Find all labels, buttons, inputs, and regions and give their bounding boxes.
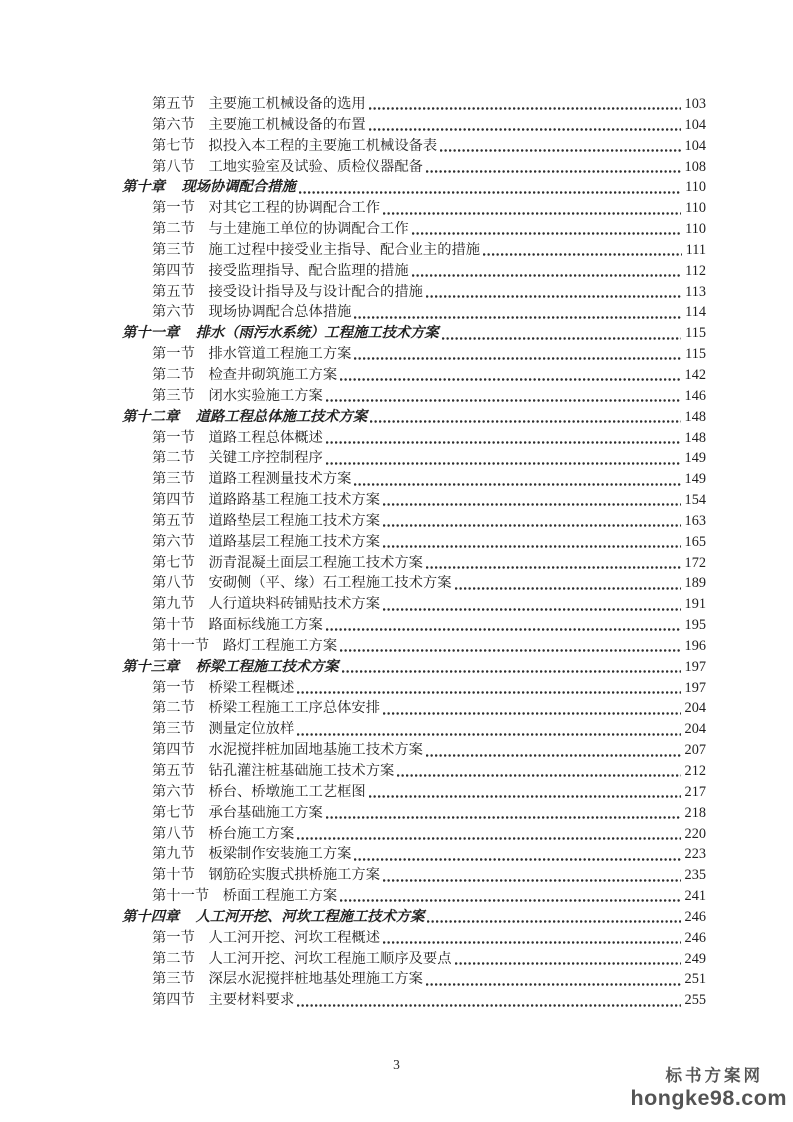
dot-leader: [440, 149, 680, 152]
toc-entry-label: 第四节: [152, 262, 195, 279]
dot-leader: [354, 483, 680, 486]
toc-entry-title: 接受设计指导及与设计配合的措施: [208, 283, 423, 300]
dot-leader: [383, 503, 681, 506]
toc-entry-label: 第一节: [152, 429, 195, 446]
toc-entry-label: 第十一章: [122, 325, 180, 342]
dot-leader: [455, 962, 681, 965]
toc-entry-page: 189: [684, 575, 706, 592]
toc-entry: [122, 594, 706, 615]
toc-entry: [122, 990, 706, 1011]
toc-entry-page: 217: [684, 783, 706, 800]
toc-entry: [122, 469, 706, 490]
toc-entry: [122, 365, 706, 386]
toc-entry-page: 235: [684, 867, 706, 884]
toc-entry-page: 246: [684, 908, 706, 925]
toc-entry-label: 第十一节: [152, 637, 210, 654]
toc-entry-label: 第四节: [152, 492, 195, 509]
toc-entry: [122, 678, 706, 699]
dot-leader: [370, 420, 680, 423]
toc-entry-title: 测量定位放样: [208, 721, 295, 738]
toc-entry-title: 桥面工程施工方案: [222, 888, 338, 905]
toc-entry-label: 第四节: [152, 742, 195, 759]
toc-entry-title: 拟投入本工程的主要施工机械设备表: [208, 137, 438, 154]
toc-entry-label: 第二节: [152, 221, 195, 238]
toc-entry-page: 115: [685, 325, 706, 342]
dot-leader: [340, 378, 680, 381]
dot-leader: [326, 628, 681, 631]
toc-entry-title: 主要材料要求: [208, 992, 295, 1009]
dot-leader: [383, 879, 681, 882]
toc-entry-title: 人工河开挖、河坎工程概述: [208, 929, 381, 946]
toc-entry-page: 110: [685, 179, 706, 196]
toc-entry: [122, 761, 706, 782]
toc-entry-label: 第十节: [152, 617, 195, 634]
toc-entry-label: 第二节: [152, 366, 195, 383]
toc-entry-label: 第五节: [152, 763, 195, 779]
toc-entry: [122, 323, 706, 344]
toc-entry-label: 第十三章: [122, 658, 180, 675]
toc-entry: [122, 865, 706, 886]
toc-entry-title: 道路垫层工程施工技术方案: [208, 512, 381, 529]
toc-entry-page: 149: [684, 471, 706, 488]
dot-leader: [483, 253, 682, 256]
toc-entry-label: 第十章: [122, 179, 165, 196]
toc-entry-label: 第三节: [152, 241, 195, 258]
dot-leader: [426, 295, 681, 298]
toc-entry: [122, 407, 706, 428]
toc-entry-page: 249: [684, 950, 706, 967]
toc-entry-label: 第三节: [152, 387, 195, 404]
dot-leader: [426, 170, 681, 173]
toc-entry: [122, 553, 706, 574]
dot-leader: [369, 107, 681, 110]
toc-entry-title: 现场协调配合总体措施: [208, 304, 352, 321]
toc-entry-label: 第三节: [152, 971, 195, 988]
toc-entry: [122, 844, 706, 865]
toc-entry-page: 111: [685, 241, 706, 258]
toc-entry: [122, 94, 706, 115]
toc-entry-label: 第八节: [152, 575, 195, 592]
toc-entry-title: 路灯工程施工方案: [222, 637, 338, 654]
dot-leader: [297, 733, 680, 736]
toc-entry-label: 第四节: [152, 992, 195, 1009]
toc-entry-title: 桥台、桥墩施工工艺框图: [208, 783, 366, 800]
dot-leader: [340, 649, 680, 652]
toc-entry-label: 第七节: [152, 554, 195, 571]
toc-entry-label: 第一节: [152, 679, 195, 696]
toc-entry-page: 114: [685, 304, 706, 321]
toc-entry-title: 排水（雨污水系统）工程施工技术方案: [195, 325, 439, 342]
toc-entry: [122, 448, 706, 469]
toc-entry-page: 246: [684, 929, 706, 946]
dot-leader: [427, 920, 680, 923]
toc-entry-label: 第三节: [152, 471, 195, 488]
toc-entry-label: 第七节: [152, 804, 195, 821]
toc-entry-page: 103: [684, 96, 706, 112]
toc-entry-title: 检查井砌筑施工方案: [208, 366, 338, 383]
toc-entry: [122, 240, 706, 261]
toc-entry-title: 人工河开挖、河坎工程施工技术方案: [195, 908, 425, 925]
toc-entry-page: 195: [684, 617, 706, 634]
toc-entry-title: 安砌侧（平、缘）石工程施工技术方案: [208, 575, 452, 592]
toc-entry-page: 142: [684, 366, 706, 383]
toc-entry: [122, 719, 706, 740]
toc-entry-title: 与土建施工单位的协调配合工作: [208, 221, 409, 238]
toc-entry: [122, 490, 706, 511]
toc-entry-page: 110: [685, 200, 706, 217]
dot-leader: [340, 899, 680, 902]
dot-leader: [383, 545, 681, 548]
toc-entry: [122, 282, 706, 303]
toc-entry: [122, 177, 706, 198]
dot-leader: [342, 670, 681, 673]
toc-entry-label: 第十节: [152, 867, 195, 884]
toc-entry-page: 172: [684, 554, 706, 571]
watermark-site-name: 标书方案网: [665, 1067, 763, 1085]
toc-entry: [122, 969, 706, 990]
toc-entry-label: 第六节: [152, 533, 195, 550]
toc-entry-title: 道路基层工程施工技术方案: [208, 533, 381, 550]
toc-entry-page: 148: [684, 429, 706, 446]
toc-entry-label: 第九节: [152, 596, 195, 613]
toc-entry-label: 第一节: [152, 346, 195, 363]
toc-entry-page: 165: [684, 533, 706, 550]
toc-entry-page: 196: [684, 637, 706, 654]
dot-leader: [354, 357, 681, 360]
page-number: 3: [393, 1057, 400, 1072]
dot-leader: [383, 712, 681, 715]
toc-entry: [122, 386, 706, 407]
toc-entry-title: 道路工程总体施工技术方案: [195, 408, 368, 425]
toc-entry-page: 110: [685, 221, 706, 238]
toc-entry: [122, 636, 706, 657]
toc-entry-page: 163: [684, 512, 706, 529]
dot-leader: [354, 858, 680, 861]
toc-entry-label: 第六节: [152, 304, 195, 321]
watermark-site-domain: hongke98.com: [630, 1085, 787, 1110]
toc-entry: [122, 949, 706, 970]
dot-leader: [383, 608, 681, 611]
toc-entry-title: 钻孔灌注桩基础施工技术方案: [208, 763, 395, 779]
toc-entry-label: 第七节: [152, 137, 195, 154]
toc-entry: [122, 615, 706, 636]
toc-entry-label: 第六节: [152, 116, 195, 133]
toc-entry: [122, 740, 706, 761]
toc-entry-label: 第五节: [152, 512, 195, 529]
toc-entry-title: 桥梁工程施工技术方案: [195, 658, 339, 675]
toc-entry-label: 第十二章: [122, 408, 180, 425]
watermark: [630, 1068, 787, 1109]
toc-entry-title: 主要施工机械设备的选用: [208, 96, 366, 112]
toc-entry-title: 接受监理指导、配合监理的措施: [208, 262, 409, 279]
toc-entry-title: 主要施工机械设备的布置: [208, 116, 366, 133]
toc-entry: [122, 219, 706, 240]
toc-entry: [122, 928, 706, 949]
toc-entry: [122, 115, 706, 136]
toc-entry-page: 104: [684, 137, 706, 154]
toc-entry-title: 路面标线施工方案: [208, 617, 323, 634]
dot-leader: [297, 691, 680, 694]
toc-entry-page: 212: [684, 763, 706, 779]
toc-entry-page: 191: [684, 596, 706, 613]
toc-entry-title: 桥梁工程概述: [208, 679, 295, 696]
toc-entry-title: 现场协调配合措施: [181, 179, 296, 196]
dot-leader: [426, 754, 681, 757]
toc-entry: [122, 886, 706, 907]
toc-entry-title: 承台基础施工方案: [208, 804, 323, 821]
dot-leader: [326, 816, 681, 819]
dot-leader: [426, 566, 681, 569]
toc-entry: [122, 511, 706, 532]
toc-entry-label: 第三节: [152, 721, 195, 738]
toc-entry-page: 218: [684, 804, 706, 821]
toc-entry-page: 154: [684, 492, 706, 509]
toc-entry-title: 人行道块料砖铺贴技术方案: [208, 596, 381, 613]
dot-leader: [326, 399, 681, 402]
toc-entry-label: 第六节: [152, 783, 195, 800]
toc-entry-label: 第二节: [152, 700, 195, 717]
dot-leader: [455, 587, 681, 590]
toc-entry: [122, 803, 706, 824]
toc-entry-label: 第十一节: [152, 888, 210, 905]
dot-leader: [369, 128, 681, 131]
toc-entry-page: 112: [685, 262, 706, 279]
toc-entry-label: 第一节: [152, 200, 195, 217]
toc-entry-title: 闭水实验施工方案: [208, 387, 323, 404]
toc-entry-label: 第十四章: [122, 908, 180, 925]
dot-leader: [297, 837, 680, 840]
toc-entry-title: 沥青混凝土面层工程施工技术方案: [208, 554, 423, 571]
toc-entry-title: 桥台施工方案: [208, 825, 295, 842]
toc-entry-label: 第八节: [152, 825, 195, 842]
toc-entry-label: 第一节: [152, 929, 195, 946]
toc-entry-title: 道路路基工程施工技术方案: [208, 492, 381, 509]
dot-leader: [383, 524, 681, 527]
toc-entry-title: 桥梁工程施工工序总体安排: [208, 700, 381, 717]
toc-entry-label: 第五节: [152, 96, 195, 112]
dot-leader: [383, 212, 681, 215]
toc-entry-title: 关键工序控制程序: [208, 450, 323, 467]
dot-leader: [326, 462, 681, 465]
toc-entry-page: 108: [684, 158, 706, 175]
dot-leader: [299, 191, 681, 194]
dot-leader: [397, 774, 680, 777]
toc-entry: [122, 302, 706, 323]
toc-entry-title: 道路工程测量技术方案: [208, 471, 352, 488]
toc-entry-label: 第九节: [152, 846, 195, 863]
toc-entry: [122, 698, 706, 719]
toc-entry-page: 220: [684, 825, 706, 842]
dot-leader: [354, 316, 681, 319]
toc-entry: [122, 344, 706, 365]
toc-entry-page: 223: [684, 846, 706, 863]
toc-entry-page: 104: [684, 116, 706, 133]
toc-entry-title: 工地实验室及试验、质检仪器配备: [208, 158, 423, 175]
toc-entry: [122, 907, 706, 928]
toc-entry-label: 第二节: [152, 450, 195, 467]
toc-entry-title: 施工过程中接受业主指导、配合业主的措施: [208, 241, 481, 258]
toc-entry-page: 113: [685, 283, 706, 300]
dot-leader: [326, 441, 681, 444]
dot-leader: [442, 337, 681, 340]
toc-entry: [122, 261, 706, 282]
dot-leader: [369, 795, 681, 798]
toc-entry-page: 255: [684, 992, 706, 1009]
dot-leader: [426, 983, 681, 986]
toc-entry-label: 第五节: [152, 283, 195, 300]
toc-entry-page: 148: [684, 408, 706, 425]
toc-entry-label: 第八节: [152, 158, 195, 175]
dot-leader: [412, 232, 681, 235]
toc-entry: [122, 157, 706, 178]
toc-entry: [122, 657, 706, 678]
toc-entry: [122, 428, 706, 449]
toc-entry-page: 207: [684, 742, 706, 759]
toc-entry-title: 板梁制作安装施工方案: [208, 846, 352, 863]
toc-entry: [122, 532, 706, 553]
table-of-contents: [122, 94, 706, 1011]
toc-entry-page: 197: [684, 658, 706, 675]
toc-entry: [122, 782, 706, 803]
toc-entry-page: 204: [684, 700, 706, 717]
toc-entry-title: 排水管道工程施工方案: [208, 346, 352, 363]
toc-entry-title: 深层水泥搅拌桩地基处理施工方案: [208, 971, 423, 988]
toc-entry-page: 149: [684, 450, 706, 467]
toc-entry-label: 第二节: [152, 950, 195, 967]
toc-entry-page: 197: [684, 679, 706, 696]
toc-entry-page: 241: [684, 888, 706, 905]
toc-entry-title: 钢筋砼实腹式拱桥施工方案: [208, 867, 381, 884]
toc-entry: [122, 573, 706, 594]
toc-entry-title: 对其它工程的协调配合工作: [208, 200, 381, 217]
toc-entry-page: 251: [684, 971, 706, 988]
toc-entry-page: 115: [685, 346, 706, 363]
dot-leader: [383, 941, 681, 944]
dot-leader: [412, 274, 681, 277]
toc-entry-title: 人工河开挖、河坎工程施工顺序及要点: [208, 950, 452, 967]
toc-entry-title: 道路工程总体概述: [208, 429, 323, 446]
toc-entry-page: 146: [684, 387, 706, 404]
toc-entry: [122, 198, 706, 219]
dot-leader: [297, 1004, 680, 1007]
toc-entry: [122, 824, 706, 845]
toc-entry-title: 水泥搅拌桩加固地基施工技术方案: [208, 742, 423, 759]
toc-entry-page: 204: [684, 721, 706, 738]
toc-entry: [122, 136, 706, 157]
